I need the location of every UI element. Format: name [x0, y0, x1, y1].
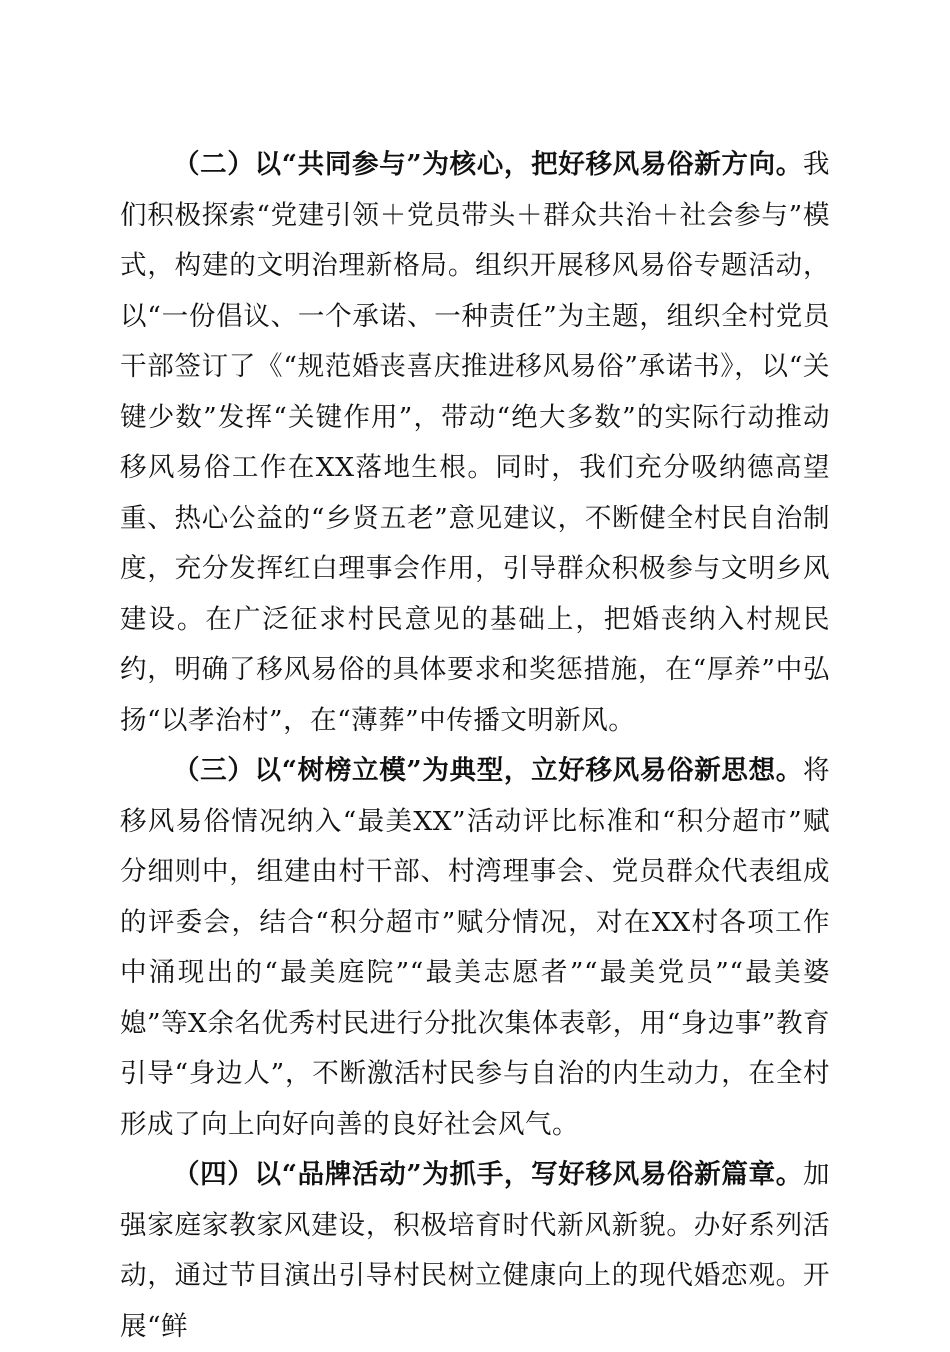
section-heading-4: （四）以“品牌活动”为抓手，写好移风易俗新篇章。 [173, 1159, 803, 1190]
paragraph-body-2: 我们积极探索“党建引领＋党员带头＋群众共治＋社会参与”模式，构建的文明治理新格局。组织开展移风易俗专题活动，以“一份倡议、一个承诺、一种责任”为主题，组织全村党员干部签订了《“规范婚丧喜庆推进移风易俗”承诺书》，以“关键少数”发挥“关键作用”，带动“绝大多数”的实际行动推动移风易俗工作在XX落地生根。同时，我们充分吸纳德高望重、热心公益的“乡贤五老”意见建议，不断健全村民自治制度，充分发挥红白理事会作用，引导群众积极参与文明乡风建设。在广泛征求村民意见的基础上，把婚丧纳入村规民约，明确了移风易俗的具体要求和奖惩措施，在“厚养”中弘扬“以孝治村”，在“薄葬”中传播文明新风。 [120, 149, 830, 736]
section-heading-3: （三）以“树榜立模”为典型，立好移风易俗新思想。 [173, 755, 803, 786]
paragraph-2 [120, 140, 830, 746]
paragraph-body-4: 加强家庭家教家风建设，积极培育时代新风新貌。办好系列活动，通过节目演出引导村民树立健康向上的现代婚恋观。开展“鲜 [120, 1159, 830, 1342]
paragraph-3 [120, 746, 830, 1150]
paragraph-body-3: 将移风易俗情况纳入“最美XX”活动评比标准和“积分超市”赋分细则中，组建由村干部、村湾理事会、党员群众代表组成的评委会，结合“积分超市”赋分情况，对在XX村各项工作中涌现出的“最美庭院”“最美志愿者”“最美党员”“最美婆媳”等X余名优秀村民进行分批次集体表彰，用“身边事”教育引导“身边人”，不断激活村民参与自治的内生动力，在全村形成了向上向好向善的良好社会风气。 [120, 755, 830, 1140]
document-page [120, 140, 830, 1352]
section-heading-2: （二）以“共同参与”为核心，把好移风易俗新方向。 [173, 149, 803, 180]
paragraph-4 [120, 1150, 830, 1352]
